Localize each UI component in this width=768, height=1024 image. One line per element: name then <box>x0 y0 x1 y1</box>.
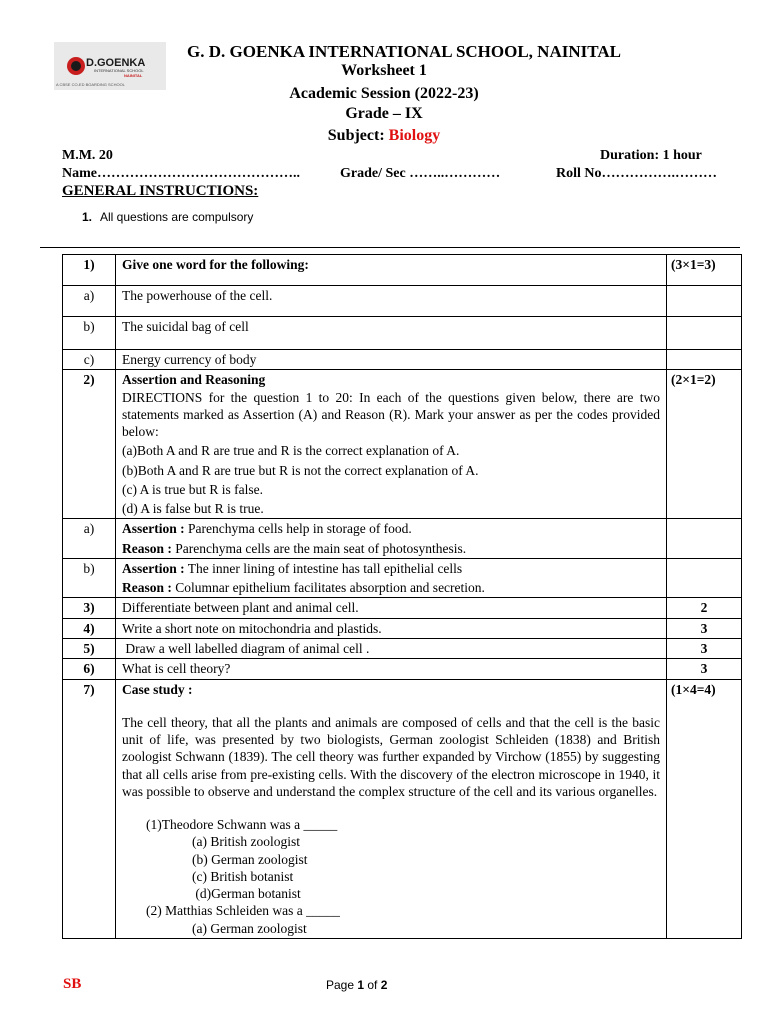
sub-question-number: a) <box>63 286 116 317</box>
question-marks: (1×4=4) <box>667 679 742 938</box>
sub-question-text: (2) Matthias Schleiden was a _____ <box>146 903 340 919</box>
roll-no-field: Roll No…………….……… <box>556 166 717 181</box>
reason-label: Reason : <box>122 540 172 556</box>
sub-question-text: (1)Theodore Schwann was a _____ <box>146 817 338 833</box>
question-table <box>62 254 742 939</box>
question-number: 5) <box>63 638 116 658</box>
subject-value: Biology <box>388 127 441 144</box>
page-of: of <box>364 978 381 992</box>
question-number: 1) <box>63 255 116 286</box>
question-marks: 3 <box>667 638 742 658</box>
option-text: (d)German botanist <box>192 886 301 902</box>
table-row <box>63 286 742 317</box>
table-row <box>63 638 742 658</box>
table-row <box>63 659 742 679</box>
question-marks <box>667 558 742 598</box>
page-number <box>326 978 387 992</box>
sub-question-number: c) <box>63 350 116 370</box>
sub-question-text <box>116 519 667 559</box>
table-row <box>63 350 742 370</box>
option-text: (a) British zoologist <box>192 834 300 850</box>
question-marks <box>667 519 742 559</box>
table-row <box>63 679 742 938</box>
question-number: 6) <box>63 659 116 679</box>
question-number: 7) <box>63 679 116 938</box>
logo-sub: INTERNATIONAL SCHOOL <box>94 68 144 73</box>
table-row <box>63 519 742 559</box>
question-text: Write a short note on mitochondria and plastids. <box>116 618 667 638</box>
question-title: Assertion and Reasoning <box>122 372 266 388</box>
sub-question-text: Energy currency of body <box>116 350 667 370</box>
sub-question-number: b) <box>63 558 116 598</box>
table-row <box>63 255 742 286</box>
sub-question-text: The suicidal bag of cell <box>116 317 667 350</box>
name-field: Name…………………………………….. <box>62 166 300 181</box>
question-marks: 2 <box>667 598 742 618</box>
assertion-text: Parenchyma cells help in storage of food. <box>184 521 412 537</box>
grade-sec-field: Grade/ Sec ……..………… <box>340 166 501 181</box>
directions-text: DIRECTIONS for the question 1 to 20: In each of the questions given below, there are two statements marked as Assertion (A) and Reason (R). Mark your answer as per the codes provided below: <box>122 389 660 440</box>
question-marks: (3×1=3) <box>667 255 742 286</box>
page-total: 2 <box>380 978 388 992</box>
logo-tagline: A CBSE CO-ED BOARDING SCHOOL <box>56 82 125 87</box>
question-text <box>116 370 667 519</box>
instruction-item <box>82 210 253 224</box>
table-row <box>63 558 742 598</box>
question-marks: 3 <box>667 659 742 679</box>
case-study-passage: The cell theory, that all the plants and animals are composed of cells and that the cell is the basic unit of life, was presented by two biologists, German zoologist Schleiden (1838) and British zoologist Schwann (1839). The cell theory was further expanded by Virchow (1855) by suggesting that all cells arise from pre-existing cells. With the discovery of the electron microscope in 1940, it was possible to observe and understand the complex structure of the cell and its various organelles. <box>122 714 660 799</box>
option-text: (c) British botanist <box>192 868 294 884</box>
academic-session: Academic Session (2022-23) <box>289 85 479 102</box>
reason-label: Reason : <box>122 580 172 596</box>
sub-question-number: b) <box>63 317 116 350</box>
duration: Duration: 1 hour <box>600 148 702 163</box>
question-number: 2) <box>63 370 116 519</box>
question-number: 3) <box>63 598 116 618</box>
question-marks <box>667 350 742 370</box>
instruction-text: All questions are compulsory <box>100 210 254 224</box>
question-text: Differentiate between plant and animal cell. <box>116 598 667 618</box>
table-row <box>63 317 742 350</box>
code-option: (c) A is true but R is false. <box>122 481 263 497</box>
subject-label: Subject: <box>327 127 385 144</box>
author-initials: SB <box>63 976 82 992</box>
code-option: (b)Both A and R are true but R is not the correct explanation of A. <box>122 462 479 478</box>
assertion-label: Assertion : <box>122 560 185 576</box>
reason-text: Columnar epithelium facilitates absorption and secretion. <box>171 580 485 596</box>
code-option: (a)Both A and R are true and R is the correct explanation of A. <box>122 443 460 459</box>
instructions-title: GENERAL INSTRUCTIONS: <box>62 183 259 199</box>
table-row <box>63 598 742 618</box>
question-text: Draw a well labelled diagram of animal cell . <box>116 638 667 658</box>
code-option: (d) A is false but R is true. <box>122 501 264 517</box>
logo-name: D.GOENKA <box>86 57 146 69</box>
assertion-text: The inner lining of intestine has tall epithelial cells <box>184 560 463 576</box>
page-current: 1 <box>357 978 365 992</box>
question-number: 4) <box>63 618 116 638</box>
max-marks: M.M. 20 <box>62 148 113 163</box>
option-text: (a) German zoologist <box>192 920 307 936</box>
page-prefix: Page <box>326 978 358 992</box>
assertion-label: Assertion : <box>122 521 185 537</box>
school-name: G. D. GOENKA INTERNATIONAL SCHOOL, NAINITAL <box>187 42 621 61</box>
worksheet-title: Worksheet 1 <box>341 62 427 79</box>
question-marks: 3 <box>667 618 742 638</box>
option-text: (b) German zoologist <box>192 851 308 867</box>
question-text: What is cell theory? <box>116 659 667 679</box>
logo-city: NAINITAL <box>124 73 143 78</box>
instruction-number: 1. <box>82 210 93 224</box>
question-marks <box>667 286 742 317</box>
table-row <box>63 370 742 519</box>
sub-question-text: The powerhouse of the cell. <box>116 286 667 317</box>
subject-line <box>0 127 768 145</box>
question-text <box>116 679 667 938</box>
grade-title: Grade – IX <box>345 105 423 122</box>
question-text: Give one word for the following: <box>116 255 667 286</box>
question-marks <box>667 317 742 350</box>
sub-question-text <box>116 558 667 598</box>
reason-text: Parenchyma cells are the main seat of photosynthesis. <box>171 540 467 556</box>
table-row <box>63 618 742 638</box>
question-marks: (2×1=2) <box>667 370 742 519</box>
case-study-title: Case study : <box>122 681 193 697</box>
divider <box>40 247 740 248</box>
sub-question-number: a) <box>63 519 116 559</box>
